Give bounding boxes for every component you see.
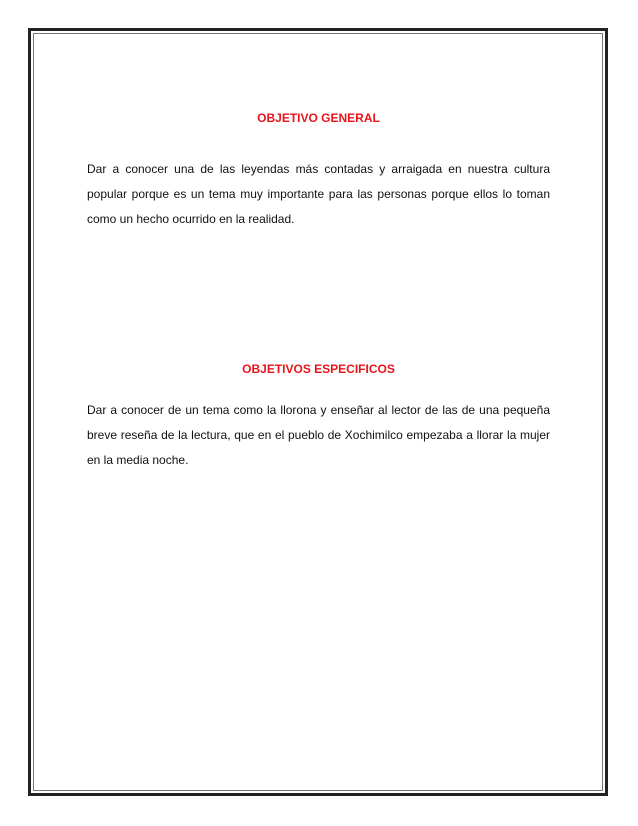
general-objective-paragraph: Dar a conocer una de las leyendas más contadas y arraigada en nuestra cultura popular porque es un tema muy importante para las personas porque ellos lo toman como un hecho ocurrido en la realidad.: [87, 162, 550, 226]
specific-objectives-heading: OBJETIVOS ESPECIFICOS: [242, 362, 395, 376]
specific-objectives-paragraph: Dar a conocer de un tema como la llorona y enseñar al lector de las de una pequeña breve reseña de la lectura, que en el pueblo de Xochimilco empezaba a llorar la mujer en la media noche.: [87, 403, 550, 467]
general-objective-heading: OBJETIVO GENERAL: [257, 111, 380, 125]
